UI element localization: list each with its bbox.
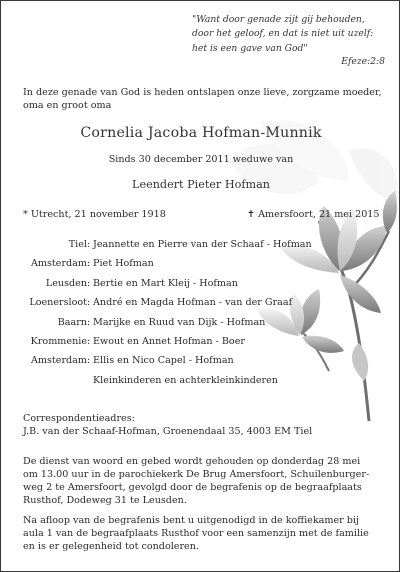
quote-reference: Efeze:2:8 — [341, 56, 385, 67]
relative-separator: : — [87, 297, 91, 309]
quote-line: door het geloof, en dat is niet uit uzelf: — [192, 28, 374, 40]
intro-text — [23, 86, 382, 112]
grandchildren-line: Kleinkinderen en achterkleinkinderen — [93, 374, 278, 386]
spouse-name: Leendert Pieter Hofman — [132, 178, 270, 191]
relative-names: Jeannette en Pierre van der Schaaf - Hofman — [93, 239, 312, 250]
correspondence-address-line: J.B. van der Schaaf-Hofman, Groenendaal 35, 4003 EM Tiel — [23, 426, 313, 437]
relative-separator: : — [87, 316, 91, 328]
relative-place: Loenersloot — [29, 297, 87, 309]
relative-place: Baarn — [57, 316, 87, 328]
birth-info: * Utrecht, 21 november 1918 — [23, 209, 166, 220]
relative-place: Amsterdam — [30, 258, 87, 270]
death-info: ✝ Amersfoort, 21 mei 2015 — [247, 209, 380, 220]
relative-names: Marijke en Ruud van Dijk - Hofman — [93, 316, 266, 328]
relative-place: Tiel — [68, 239, 87, 250]
quote-line: "Want door genade zijt gij behouden, — [192, 14, 365, 25]
correspondence-label: Correspondentieadres: — [23, 413, 135, 424]
reception-line: en is er gelegenheid tot condoleren. — [23, 541, 199, 552]
correspondence-address — [23, 412, 312, 438]
service-line: weg 2 te Amersfoort, gevolgd door de begrafenis op de begraafplaats — [23, 482, 362, 493]
service-line: Rusthof, Dodeweg 31 te Leusden. — [23, 495, 187, 506]
service-line: om 13.00 uur in de parochiekerk De Brug Amersfoort, Schuilenburger- — [23, 469, 370, 480]
relative-separator: : — [87, 277, 91, 289]
relative-separator: : — [87, 335, 91, 347]
intro-line: oma en groot oma — [23, 100, 112, 112]
relative-names: Piet Hofman — [93, 258, 154, 270]
reception-line: Na afloop van de begrafenis bent u uitgenodigd in de koffiekamer bij — [23, 515, 359, 526]
relative-separator: : — [87, 355, 91, 367]
widow-line: Sinds 30 december 2011 weduwe van — [108, 154, 294, 165]
deceased-name: Cornelia Jacoba Hofman-Munnik — [80, 125, 322, 141]
quote-line: het is een gave van God" — [192, 42, 308, 54]
intro-line: In deze genade van God is heden ontslapen onze lieve, zorgzame moeder, — [23, 87, 382, 98]
reception-paragraph — [23, 514, 369, 553]
service-line: De dienst van woord en gebed wordt gehouden op donderdag 28 mei — [23, 456, 361, 467]
bible-quote — [192, 13, 373, 56]
relative-names: André en Magda Hofman - van der Graaf — [93, 297, 293, 309]
relative-place: Leusden — [45, 277, 87, 289]
relative-separator: : — [87, 239, 91, 250]
relative-names: Bertie en Mart Kleij - Hofman — [93, 277, 238, 289]
service-paragraph — [23, 455, 369, 507]
relative-separator: : — [87, 258, 91, 270]
reception-line: aula 1 van de begraafplaats Rusthof voor een samenzijn met de familie — [23, 528, 369, 539]
relative-names: Ellis en Nico Capel - Hofman — [93, 355, 234, 367]
relative-place: Amsterdam — [30, 355, 87, 367]
relative-place: Krommenie — [30, 335, 87, 347]
relative-names: Ewout en Annet Hofman - Boer — [93, 335, 245, 347]
